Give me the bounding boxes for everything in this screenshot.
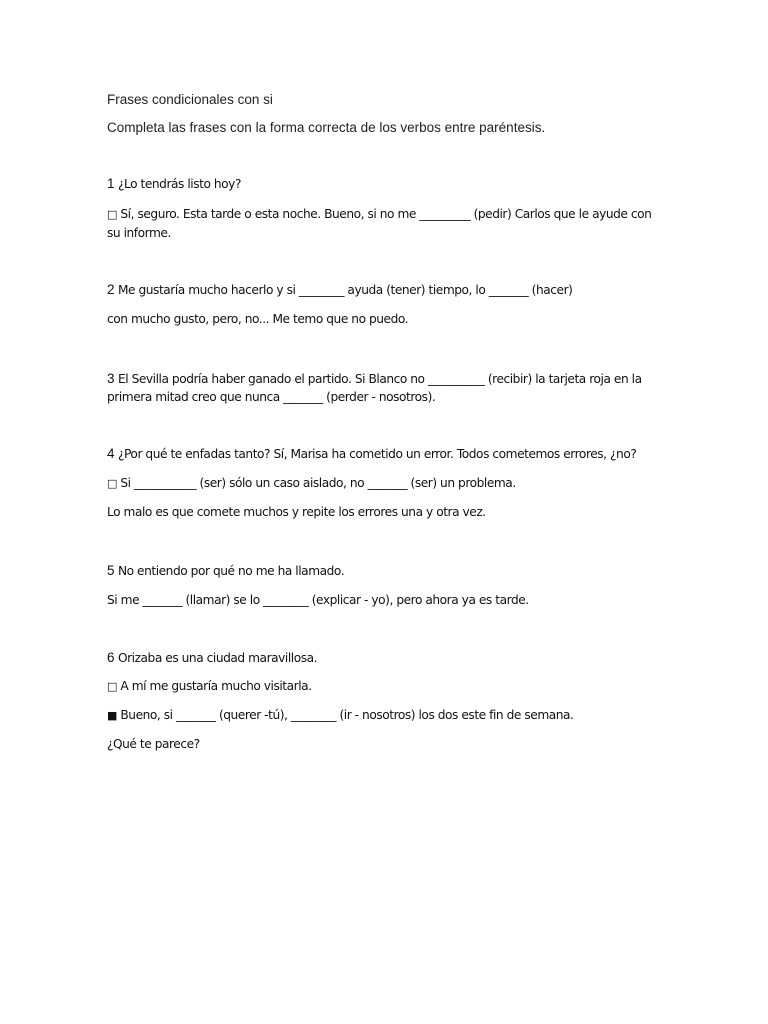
exercise-6-reply	[107, 679, 312, 693]
exercise-2-continuation: con mucho gusto, pero, no... Me temo que no puedo.	[107, 312, 409, 326]
open-square-marker: □	[107, 680, 117, 693]
reply-text: A mí me gustaría mucho visitarla.	[120, 679, 312, 693]
exercise-number: 2	[107, 282, 115, 297]
exercise-1-reply	[107, 205, 663, 242]
reply-text: Si ___________ (ser) sólo un caso aislado, no _______ (ser) un problema.	[120, 476, 516, 490]
exercise-5-continuation: Si me _______ (llamar) se lo ________ (explicar - yo), pero ahora ya es tarde.	[107, 593, 529, 607]
exercise-3-prompt	[107, 370, 663, 406]
prompt-text: ¿Lo tendrás listo hoy?	[117, 177, 241, 191]
exercise-6-reply2	[107, 708, 573, 722]
open-square-marker: □	[107, 208, 117, 221]
instructions: Completa las frases con la forma correcta de los verbos entre paréntesis.	[107, 120, 546, 135]
filled-square-marker: ■	[107, 709, 117, 722]
exercise-5-prompt	[107, 563, 344, 578]
exercise-6-prompt	[107, 650, 317, 665]
exercise-number: 6	[107, 650, 115, 665]
prompt-text: El Sevilla podría haber ganado el partido. Si Blanco no __________ (recibir) la tarjeta roja en la primera mitad creo que nunca _______ (perder - nosotros).	[107, 372, 642, 404]
prompt-text: Orizaba es una ciudad maravillosa.	[117, 651, 318, 665]
exercise-number: 3	[107, 371, 115, 386]
reply-text: Bueno, si _______ (querer -tú), ________ (ir - nosotros) los dos este fin de semana.	[120, 708, 574, 722]
exercise-number: 5	[107, 563, 115, 578]
prompt-text: ¿Por qué te enfadas tanto? Sí, Marisa ha cometido un error. Todos cometemos errores, ¿no?	[117, 447, 637, 461]
exercise-4-continuation: Lo malo es que comete muchos y repite los errores una y otra vez.	[107, 505, 486, 519]
reply-text: Sí, seguro. Esta tarde o esta noche. Bueno, si no me _________ (pedir) Carlos que le ayude con su informe.	[107, 207, 652, 240]
prompt-text: No entiendo por qué no me ha llamado.	[117, 564, 345, 578]
open-square-marker: □	[107, 477, 117, 490]
exercise-4-reply	[107, 476, 516, 490]
exercise-4-prompt	[107, 446, 636, 461]
page-title: Frases condicionales con si	[107, 92, 273, 107]
exercise-number: 4	[107, 446, 115, 461]
exercise-1-prompt	[107, 176, 241, 191]
exercise-6-continuation: ¿Qué te parece?	[107, 737, 200, 751]
exercise-2-prompt	[107, 282, 572, 297]
exercise-number: 1	[107, 176, 115, 191]
prompt-text: Me gustaría mucho hacerlo y si ________ ayuda (tener) tiempo, lo _______ (hacer)	[117, 283, 573, 297]
